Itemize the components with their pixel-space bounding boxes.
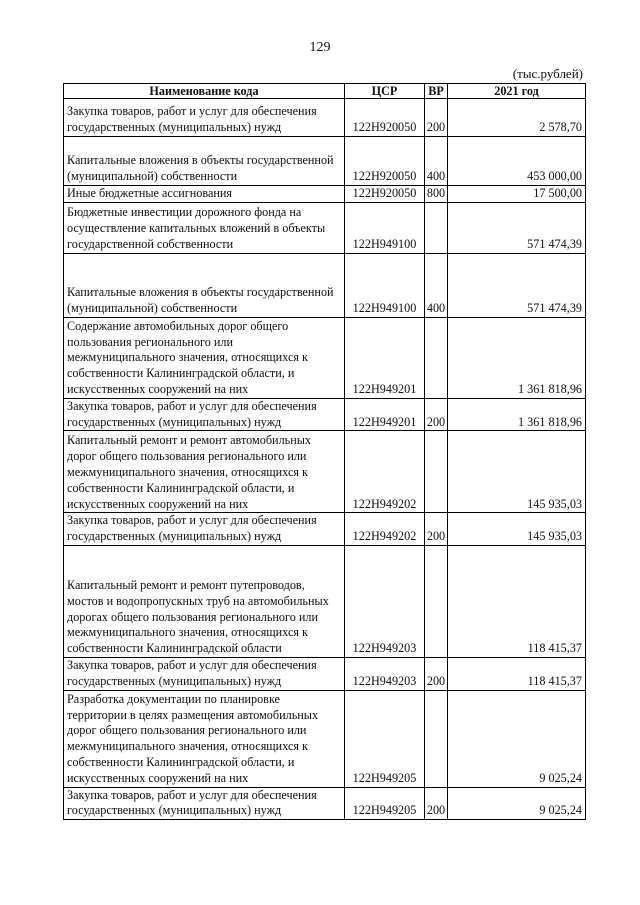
row-name: Капитальные вложения в объекты государственной (муниципальной) собственности	[64, 137, 345, 186]
table-row	[64, 787, 586, 820]
row-amount: 9 025,24	[448, 787, 586, 820]
table-row	[64, 545, 586, 657]
row-vr: 200	[425, 787, 448, 820]
row-csr: 122H920050	[345, 137, 425, 186]
table-row	[64, 99, 586, 137]
table-row	[64, 690, 586, 787]
table-row	[64, 202, 586, 253]
row-csr: 122H949201	[345, 398, 425, 431]
row-amount: 1 361 818,96	[448, 398, 586, 431]
row-amount: 1 361 818,96	[448, 317, 586, 398]
row-csr: 122H949205	[345, 787, 425, 820]
row-name: Закупка товаров, работ и услуг для обеспечения государственных (муниципальных) нужд	[64, 398, 345, 431]
row-vr: 400	[425, 253, 448, 317]
table-row	[64, 137, 586, 186]
row-vr: 200	[425, 513, 448, 546]
row-vr	[425, 545, 448, 657]
row-name: Разработка документации по планировке территории в целях размещения автомобильных дорог общего пользования регионального или межмуниципального значения, относящихся к собственности Калининградской области, и искусственных сооружений на них	[64, 690, 345, 787]
row-amount: 571 474,39	[448, 202, 586, 253]
row-csr: 122H949201	[345, 317, 425, 398]
row-name: Закупка товаров, работ и услуг для обеспечения государственных (муниципальных) нужд	[64, 513, 345, 546]
row-name: Закупка товаров, работ и услуг для обеспечения государственных (муниципальных) нужд	[64, 99, 345, 137]
row-vr: 200	[425, 99, 448, 137]
table-body	[64, 99, 586, 820]
row-amount: 118 415,37	[448, 657, 586, 690]
row-amount: 571 474,39	[448, 253, 586, 317]
row-name: Бюджетные инвестиции дорожного фонда на осуществление капитальных вложений в объекты государственной собственности	[64, 202, 345, 253]
table-row	[64, 398, 586, 431]
row-name: Закупка товаров, работ и услуг для обеспечения государственных (муниципальных) нужд	[64, 657, 345, 690]
row-vr	[425, 317, 448, 398]
row-vr	[425, 690, 448, 787]
row-csr: 122H949100	[345, 202, 425, 253]
row-csr: 122H949205	[345, 690, 425, 787]
row-name: Содержание автомобильных дорог общего пользования регионального или межмуниципального значения, относящихся к собственности Калининградской области, и искусственных сооружений на них	[64, 317, 345, 398]
row-amount: 17 500,00	[448, 186, 586, 203]
units-label: (тыс.рублей)	[512, 66, 583, 81]
row-csr: 122H949203	[345, 657, 425, 690]
row-vr: 200	[425, 398, 448, 431]
table-header-row	[64, 84, 586, 99]
table-row	[64, 431, 586, 513]
row-name: Капитальные вложения в объекты государственной (муниципальной) собственности	[64, 253, 345, 317]
row-name: Капитальный ремонт и ремонт путепроводов, мостов и водопропускных труб на автомобильных дорогах общего пользования регионального или межмуниципального значения, относящихся к собственности Калининградской области	[64, 545, 345, 657]
row-csr: 122H949100	[345, 253, 425, 317]
row-amount: 118 415,37	[448, 545, 586, 657]
row-amount: 453 000,00	[448, 137, 586, 186]
header-csr: ЦСР	[345, 84, 425, 99]
row-name: Капитальный ремонт и ремонт автомобильных дорог общего пользования регионального или межмуниципального значения, относящихся к собственности Калининградской области, и искусственных сооружений на них	[64, 431, 345, 513]
row-csr: 122H920050	[345, 186, 425, 203]
row-csr: 122H949203	[345, 545, 425, 657]
table-row	[64, 317, 586, 398]
header-year: 2021 год	[448, 84, 586, 99]
table-row	[64, 186, 586, 203]
row-vr: 400	[425, 137, 448, 186]
table-row	[64, 513, 586, 546]
row-amount: 145 935,03	[448, 513, 586, 546]
row-name: Иные бюджетные ассигнования	[64, 186, 345, 203]
row-vr: 200	[425, 657, 448, 690]
row-amount: 2 578,70	[448, 99, 586, 137]
row-vr	[425, 202, 448, 253]
row-vr: 800	[425, 186, 448, 203]
row-csr: 122H920050	[345, 99, 425, 137]
row-amount: 9 025,24	[448, 690, 586, 787]
row-csr: 122H949202	[345, 431, 425, 513]
page-number: 129	[309, 40, 331, 55]
budget-table	[63, 83, 586, 820]
header-name: Наименование кода	[64, 84, 345, 99]
row-csr: 122H949202	[345, 513, 425, 546]
row-vr	[425, 431, 448, 513]
table-row	[64, 253, 586, 317]
header-vr: ВР	[425, 84, 448, 99]
row-name: Закупка товаров, работ и услуг для обеспечения государственных (муниципальных) нужд	[64, 787, 345, 820]
row-amount: 145 935,03	[448, 431, 586, 513]
table-row	[64, 657, 586, 690]
